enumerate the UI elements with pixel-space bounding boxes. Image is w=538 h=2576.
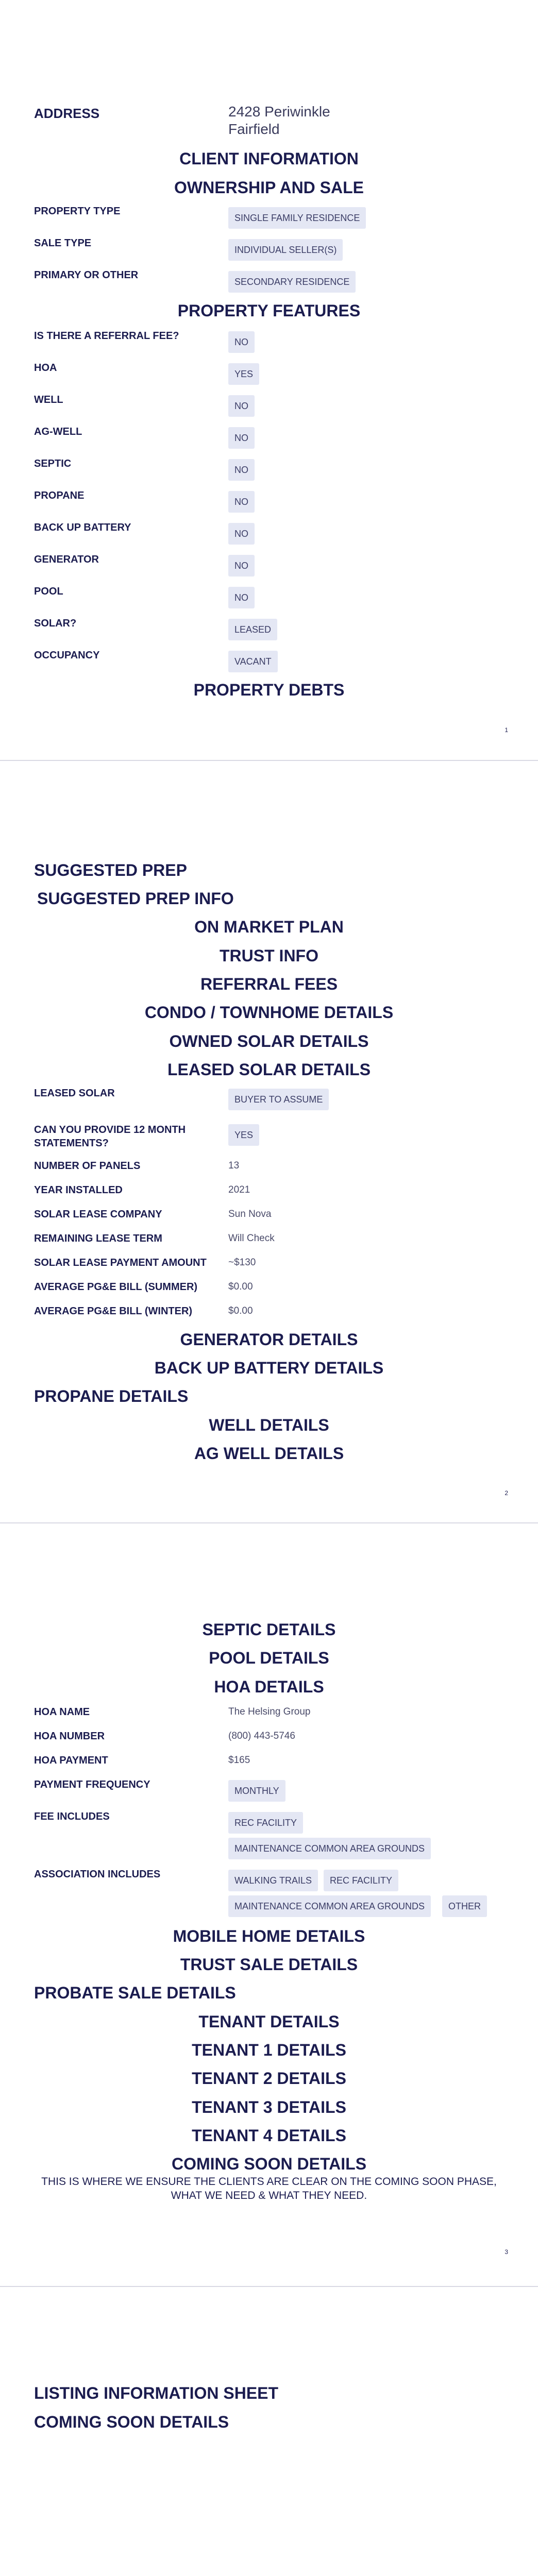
suggested-prep-info-heading: SUGGESTED PREP INFO (37, 889, 234, 908)
page-3 (0, 1523, 538, 2286)
address-label: ADDRESS (34, 106, 100, 121)
feature-value-occupancy: VACANT (228, 651, 278, 672)
feature-label-well: WELL (34, 394, 63, 405)
page-2 (0, 761, 538, 1522)
sale-type-label: SALE TYPE (34, 238, 92, 249)
statements-value: YES (228, 1124, 259, 1146)
septic-details-heading: SEPTIC DETAILS (202, 1620, 336, 1639)
remaining-lease-term-label: REMAINING LEASE TERM (34, 1233, 162, 1244)
payment-frequency-label: PAYMENT FREQUENCY (34, 1779, 150, 1790)
condo-townhome-details-heading: CONDO / TOWNHOME DETAILS (144, 1003, 394, 1022)
feature-label-ag-well: AG-WELL (34, 426, 82, 437)
probate-sale-details-heading: PROBATE SALE DETAILS (34, 1984, 236, 2002)
feature-value-septic: NO (228, 459, 255, 481)
feature-label-pool: POOL (34, 586, 63, 597)
feature-label-solar: SOLAR? (34, 618, 77, 629)
pge-bill-winter-label: AVERAGE PG&E BILL (WINTER) (34, 1306, 193, 1317)
feature-label-backup-battery: BACK UP BATTERY (34, 522, 131, 533)
leased-solar-label: LEASED SOLAR (34, 1088, 115, 1099)
coming-soon-details-heading: COMING SOON DETAILS (171, 2155, 367, 2173)
feature-label-hoa: HOA (34, 362, 57, 374)
property-debts-heading: PROPERTY DEBTS (193, 681, 345, 699)
pge-bill-summer-value: $0.00 (228, 1281, 253, 1292)
feature-label-propane: PROPANE (34, 490, 85, 501)
feature-value-propane: NO (228, 491, 255, 513)
pool-details-heading: POOL DETAILS (209, 1649, 329, 1667)
solar-lease-company-label: SOLAR LEASE COMPANY (34, 1209, 162, 1220)
remaining-lease-term-value: Will Check (228, 1233, 275, 1244)
feature-label-referral-fee: IS THERE A REFERRAL FEE? (34, 330, 179, 342)
year-installed-value: 2021 (228, 1184, 250, 1195)
page-number: 2 (505, 1489, 508, 1497)
hoa-number-value: (800) 443-5746 (228, 1731, 295, 1741)
solar-lease-company-value: Sun Nova (228, 1209, 272, 1219)
trust-sale-details-heading: TRUST SALE DETAILS (180, 1955, 358, 1974)
generator-details-heading: GENERATOR DETAILS (180, 1330, 358, 1349)
feature-value-solar: LEASED (228, 619, 277, 640)
year-installed-label: YEAR INSTALLED (34, 1184, 123, 1196)
feature-value-well: NO (228, 395, 255, 417)
property-type-value: SINGLE FAMILY RESIDENCE (228, 207, 366, 229)
tenant-4-details-heading: TENANT 4 DETAILS (192, 2126, 346, 2145)
feature-label-occupancy: OCCUPANCY (34, 650, 100, 661)
well-details-heading: WELL DETAILS (209, 1416, 329, 1434)
property-type-label: PROPERTY TYPE (34, 206, 121, 217)
property-features-heading: PROPERTY FEATURES (177, 301, 361, 320)
trust-info-heading: TRUST INFO (220, 946, 318, 965)
payment-frequency-value: MONTHLY (228, 1780, 285, 1802)
fee-includes-label: FEE INCLUDES (34, 1811, 110, 1822)
tenant-3-details-heading: TENANT 3 DETAILS (192, 2098, 346, 2116)
association-includes-label: ASSOCIATION INCLUDES (34, 1869, 161, 1880)
association-includes-item: REC FACILITY (324, 1870, 398, 1891)
sale-type-value: INDIVIDUAL SELLER(S) (228, 239, 343, 261)
coming-soon-details-heading: COMING SOON DETAILS (34, 2413, 229, 2431)
suggested-prep-heading: SUGGESTED PREP (34, 861, 187, 879)
backup-battery-details-heading: BACK UP BATTERY DETAILS (154, 1359, 384, 1377)
primary-or-other-value: SECONDARY RESIDENCE (228, 271, 356, 293)
feature-label-septic: SEPTIC (34, 458, 72, 469)
association-includes-item: OTHER (442, 1895, 487, 1917)
leased-solar-value: BUYER TO ASSUME (228, 1089, 329, 1110)
solar-lease-payment-label: SOLAR LEASE PAYMENT AMOUNT (34, 1257, 207, 1268)
tenant-2-details-heading: TENANT 2 DETAILS (192, 2069, 346, 2088)
feature-label-generator: GENERATOR (34, 554, 99, 565)
ag-well-details-heading: AG WELL DETAILS (194, 1444, 344, 1463)
ownership-and-sale-heading: OWNERSHIP AND SALE (174, 178, 364, 197)
primary-or-other-label: PRIMARY OR OTHER (34, 269, 139, 281)
feature-value-pool: NO (228, 587, 255, 608)
feature-value-backup-battery: NO (228, 523, 255, 545)
owned-solar-details-heading: OWNED SOLAR DETAILS (169, 1032, 369, 1050)
feature-value-ag-well: NO (228, 427, 255, 449)
feature-value-hoa: YES (228, 363, 259, 385)
coming-soon-note: THIS IS WHERE WE ENSURE THE CLIENTS ARE CLEAR ON THE COMING SOON PHASE, WHAT WE NEED & WHAT THEY NEED. (41, 2176, 497, 2201)
listing-information-sheet-heading: LISTING INFORMATION SHEET (34, 2384, 279, 2402)
hoa-number-label: HOA NUMBER (34, 1731, 105, 1742)
address-line-2: Fairfield (228, 121, 280, 137)
tenant-1-details-heading: TENANT 1 DETAILS (192, 2041, 346, 2059)
page-1 (0, 0, 538, 760)
feature-value-referral-fee: NO (228, 331, 255, 353)
address-line-1: 2428 Periwinkle (228, 104, 330, 120)
mobile-home-details-heading: MOBILE HOME DETAILS (173, 1927, 365, 1945)
hoa-payment-value: $165 (228, 1755, 250, 1766)
propane-details-heading: PROPANE DETAILS (34, 1387, 189, 1405)
hoa-name-value: The Helsing Group (228, 1706, 311, 1717)
fee-includes-item: REC FACILITY (228, 1812, 303, 1834)
association-includes-item: MAINTENANCE COMMON AREA GROUNDS (228, 1895, 431, 1917)
number-of-panels-value: 13 (228, 1160, 240, 1171)
hoa-details-heading: HOA DETAILS (214, 1677, 324, 1696)
pge-bill-summer-label: AVERAGE PG&E BILL (SUMMER) (34, 1281, 198, 1293)
pge-bill-winter-value: $0.00 (228, 1306, 253, 1316)
hoa-name-label: HOA NAME (34, 1706, 90, 1718)
solar-lease-payment-value: ~$130 (228, 1257, 256, 1268)
feature-value-generator: NO (228, 555, 255, 577)
page-4 (0, 2287, 538, 2576)
fee-includes-item: MAINTENANCE COMMON AREA GROUNDS (228, 1838, 431, 1859)
tenant-details-heading: TENANT DETAILS (198, 2012, 340, 2031)
number-of-panels-label: NUMBER OF PANELS (34, 1160, 141, 1172)
association-includes-item: WALKING TRAILS (228, 1870, 318, 1891)
referral-fees-heading: REFERRAL FEES (200, 975, 338, 993)
statements-label: CAN YOU PROVIDE 12 MONTH STATEMENTS? (34, 1124, 186, 1149)
page-number: 3 (505, 2248, 508, 2256)
on-market-plan-heading: ON MARKET PLAN (194, 918, 344, 936)
page-number: 1 (505, 726, 508, 734)
hoa-payment-label: HOA PAYMENT (34, 1755, 108, 1766)
client-information-heading: CLIENT INFORMATION (179, 149, 359, 168)
leased-solar-details-heading: LEASED SOLAR DETAILS (167, 1060, 371, 1079)
